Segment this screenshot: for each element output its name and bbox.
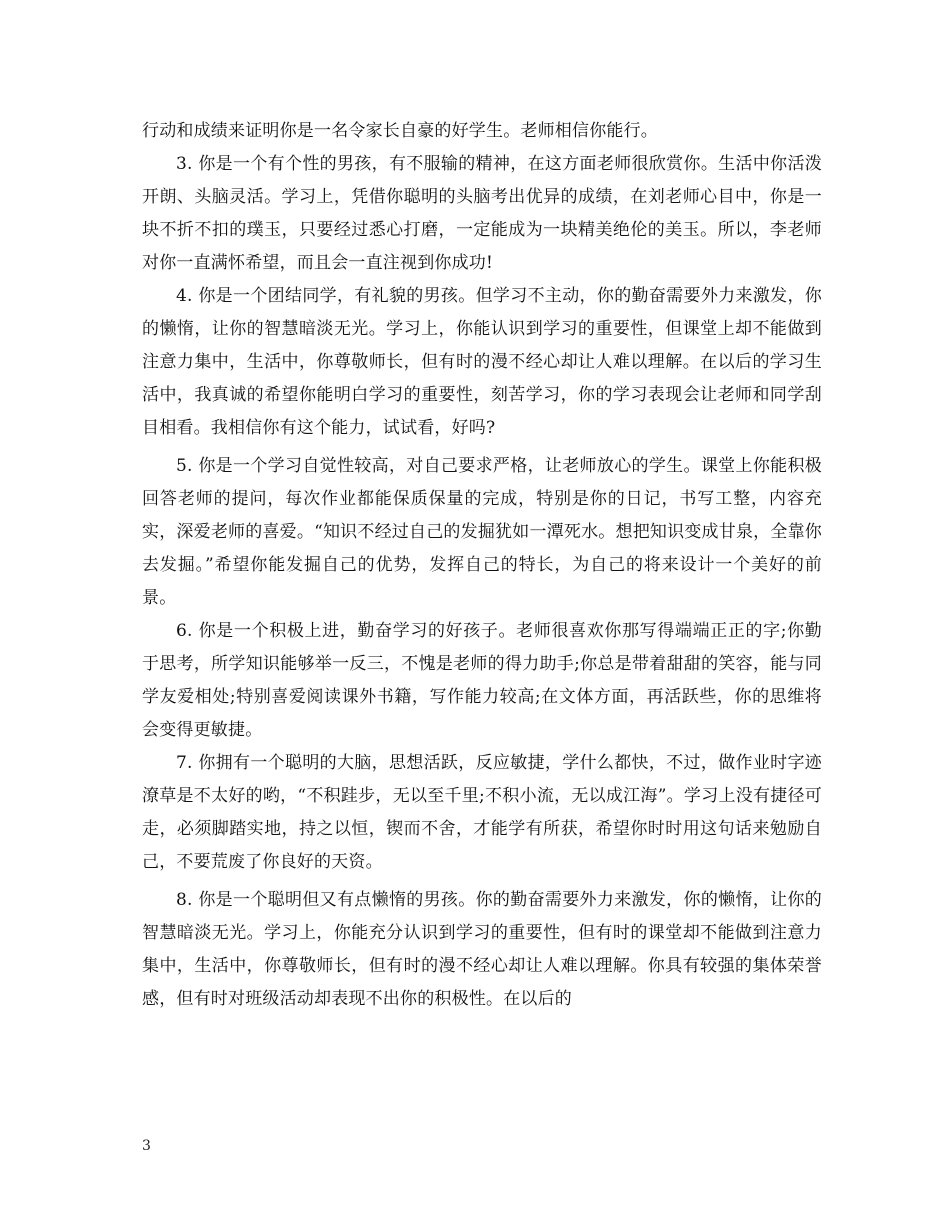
paragraph-item-3: 3. 你是一个有个性的男孩，有不服输的精神，在这方面老师很欣赏你。生活中你活泼开朗、头脑灵活。学习上，凭借你聪明的头脑考出优异的成绩，在刘老师心目中，你是一块不折不扣的璞玉，只要经过悉心打磨，一定能成为一块精美绝伦的美玉。所以，李老师对你一直满怀希望，而且会一直注视到你成功!	[142, 154, 822, 273]
paragraph-continuation: 行动和成绩来证明你是一名令家长自豪的好学生。老师相信你能行。	[142, 121, 658, 141]
paragraph-item-4: 4. 你是一个团结同学，有礼貌的男孩。但学习不主动，你的勤奋需要外力来激发，你的懒惰，让你的智慧暗淡无光。学习上，你能认识到学习的重要性，但课堂上却不能做到注意力集中，生活中，你尊敬师长，但有时的漫不经心却让人难以理解。在以后的学习生活中，我真诚的希望你能明白学习的重要性，刻苦学习，你的学习表现会让老师和同学刮目相看。我相信你有这个能力，试试看，好吗?	[142, 286, 822, 438]
document-body	[142, 115, 822, 1016]
paragraph-item-5: 5. 你是一个学习自觉性较高，对自己要求严格，让老师放心的学生。课堂上你能积极回答老师的提问，每次作业都能保质保量的完成，特别是你的日记，书写工整，内容充实，深爱老师的喜爱。“知识不经过自己的发掘犹如一潭死水。想把知识变成甘泉，全靠你去发掘。”希望你能发掘自己的优势，发挥自己的特长，为自己的将来设计一个美好的前景。	[142, 456, 822, 608]
paragraph-item-8: 8. 你是一个聪明但又有点懒惰的男孩。你的勤奋需要外力来激发，你的懒惰，让你的智慧暗淡无光。学习上，你能充分认识到学习的重要性，但有时的课堂却不能做到注意力集中，生活中，你尊敬师长，但有时的漫不经心却让人难以理解。你具有较强的集体荣誉感，但有时对班级活动却表现不出你的积极性。在以后的	[142, 890, 822, 1009]
page-number: 3	[142, 1138, 151, 1154]
paragraph-item-6: 6. 你是一个积极上进，勤奋学习的好孩子。老师很喜欢你那写得端端正正的字;你勤于思考，所学知识能够举一反三，不愧是老师的得力助手;你总是带着甜甜的笑容，能与同学友爱相处;特别喜爱阅读课外书籍，写作能力较高;在文体方面，再活跃些，你的思维将会变得更敏捷。	[142, 621, 822, 740]
paragraph-item-7: 7. 你拥有一个聪明的大脑，思想活跃，反应敏捷，学什么都快，不过，做作业时字迹潦草是不太好的哟，“不积跬步，无以至千里;不积小流，无以成江海”。学习上没有捷径可走，必须脚踏实地，持之以恒，锲而不舍，才能学有所获，希望你时时用这句话来勉励自己，不要荒废了你良好的天资。	[142, 753, 822, 872]
